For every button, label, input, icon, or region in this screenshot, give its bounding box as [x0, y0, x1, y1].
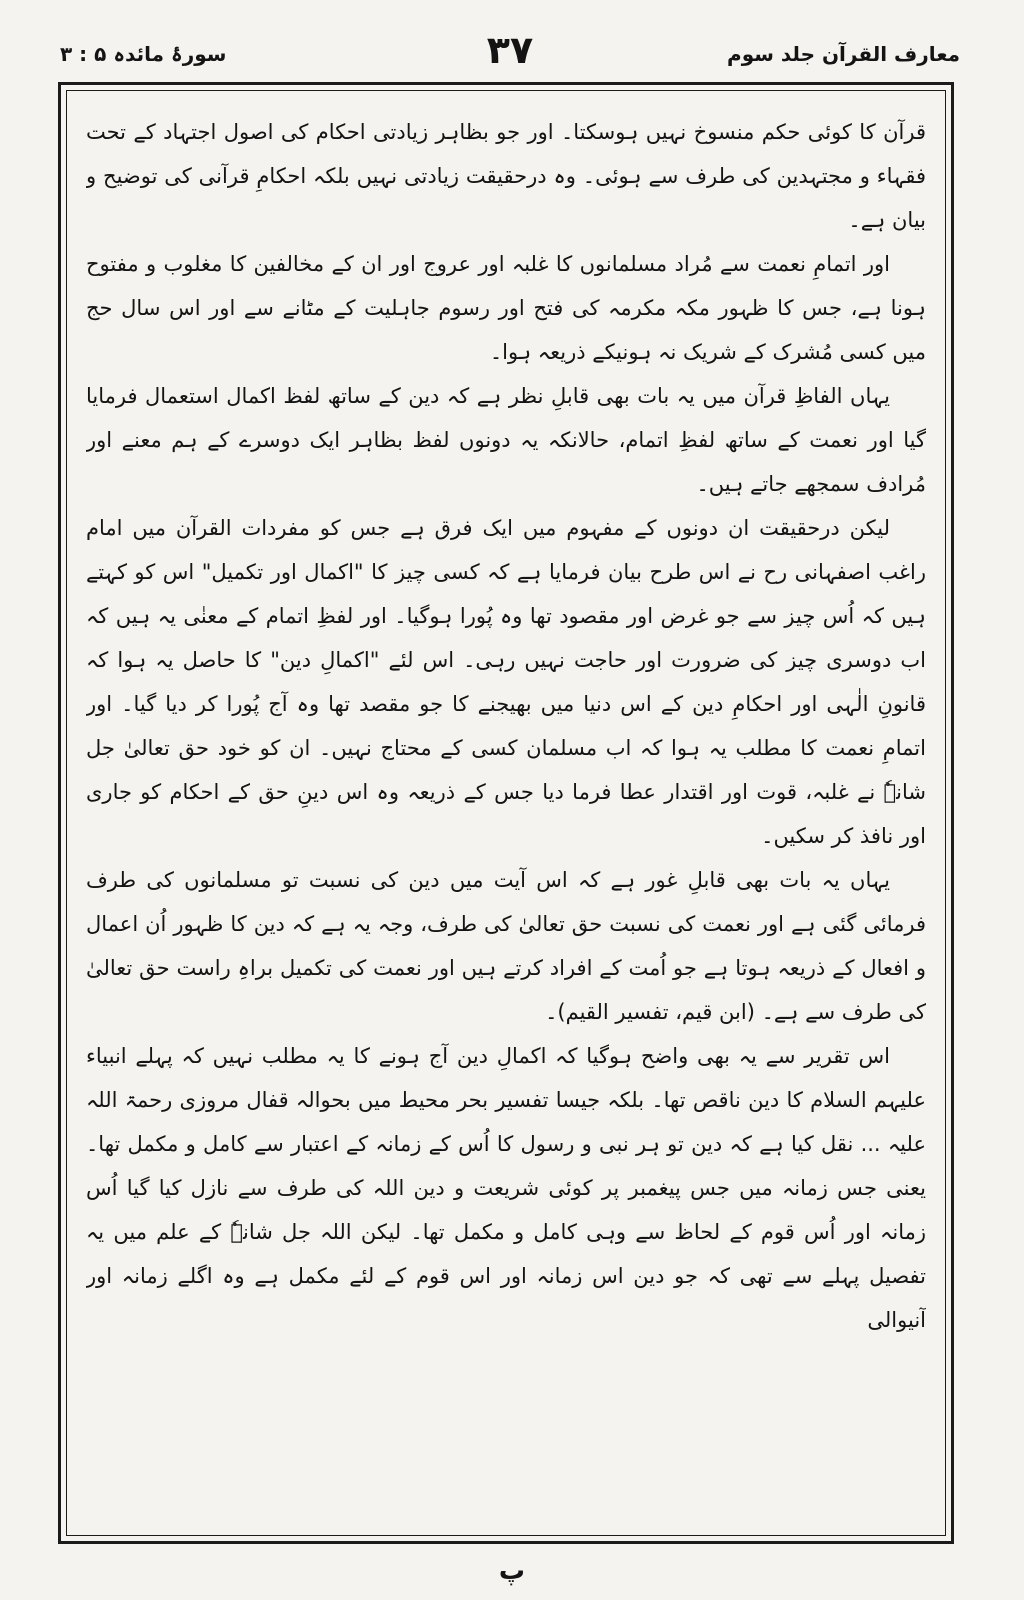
page-header: [60, 28, 960, 88]
body-text: [86, 110, 926, 1520]
page-number: ۳۷: [486, 28, 534, 72]
paragraph-6: اس تقریر سے یہ بھی واضح ہوگیا کہ اکمالِ دین آج ہونے کا یہ مطلب نہیں کہ پہلے انبیاء علیہم السلام کا دین ناقص تھا۔ بلکہ جیسا تفسیر بحر محیط میں بحوالہ قفال مروزی رحمۃ اللہ علیہ ... نقل کیا ہے کہ دین تو ہر نبی و رسول کا اُس کے زمانہ کے اعتبار سے کامل و مکمل تھا۔ یعنی جس زمانہ میں جس پیغمبر پر کوئی شریعت و دین اللہ کی طرف سے نازل کیا گیا اُس زمانہ اور اُس قوم کے لحاظ سے وہی کامل و مکمل تھا۔ لیکن اللہ جل شانہٗ کے علم میں یہ تفصیل پہلے سے تھی کہ جو دین اس زمانہ اور اس قوم کے لئے مکمل ہے وہ اگلے زمانہ اور آنیوالی: [86, 1044, 926, 1332]
surah-reference: سورۂ مائدہ ۵ : ۳: [60, 42, 227, 66]
paragraph-5: یہاں یہ بات بھی قابلِ غور ہے کہ اس آیت میں دین کی نسبت تو مسلمانوں کی طرف فرمائی گئی ہے اور نعمت کی نسبت حق تعالیٰ کی طرف، وجہ یہ ہے کہ دین کا ظہور اُن اعمال و افعال کے ذریعہ ہوتا ہے جو اُمت کے افراد کرتے ہیں اور نعمت کی تکمیل براہِ راست حق تعالیٰ کی طرف سے ہے۔ (ابن قیم، تفسیر القیم)۔: [86, 868, 926, 1024]
paragraph-3: یہاں الفاظِ قرآن میں یہ بات بھی قابلِ نظر ہے کہ دین کے ساتھ لفظ اکمال استعمال فرمایا گیا اور نعمت کے ساتھ لفظِ اتمام، حالانکہ یہ دونوں لفظ بظاہر ایک دوسرے کے ہم معنے اور مُرادف سمجھے جاتے ہیں۔: [86, 384, 926, 496]
footer-signature-mark: پ: [498, 1556, 526, 1586]
paragraph-2: اور اتمامِ نعمت سے مُراد مسلمانوں کا غلبہ اور عروج اور ان کے مخالفین کا مغلوب و مفتوح ہونا ہے، جس کا ظہور مکہ مکرمہ کی فتح اور رسوم جاہلیت کے مٹانے سے اور اس سال حج میں کسی مُشرک کے شریک نہ ہونیکے ذریعہ ہوا۔: [86, 252, 926, 364]
paragraph-4: لیکن درحقیقت ان دونوں کے مفہوم میں ایک فرق ہے جس کو مفردات القرآن میں امام راغب اصفہانی رح نے اس طرح بیان فرمایا ہے کہ کسی چیز کا "اکمال اور تکمیل" اس کو کہتے ہیں کہ اُس چیز سے جو غرض اور مقصود تھا وہ پُورا ہوگیا۔ اور لفظِ اتمام کے معنٰی یہ ہیں کہ اب دوسری چیز کی ضرورت اور حاجت نہیں رہی۔ اس لئے "اکمالِ دین" کا حاصل یہ ہوا کہ قانونِ الٰہی اور احکامِ دین کے اس دنیا میں بھیجنے کا جو مقصد تھا وہ آج پُورا کر دیا گیا۔ اور اتمامِ نعمت کا مطلب یہ ہوا کہ اب مسلمان کسی کے محتاج نہیں۔ ان کو خود حق تعالیٰ جل شانہٗ نے غلبہ، قوت اور اقتدار عطا فرما دیا جس کے ذریعہ وہ اس دینِ حق کے احکام کو جاری اور نافذ کر سکیں۔: [86, 516, 926, 848]
book-title: معارف القرآن جلد سوم: [727, 42, 960, 66]
paragraph-1: قرآن کا کوئی حکم منسوخ نہیں ہوسکتا۔ اور جو بظاہر زیادتی احکام کی اصول اجتہاد کے تحت فقہاء و مجتہدین کی طرف سے ہوئی۔ وہ درحقیقت زیادتی نہیں بلکہ احکامِ قرآنی کی توضیح و بیان ہے۔: [86, 120, 926, 232]
